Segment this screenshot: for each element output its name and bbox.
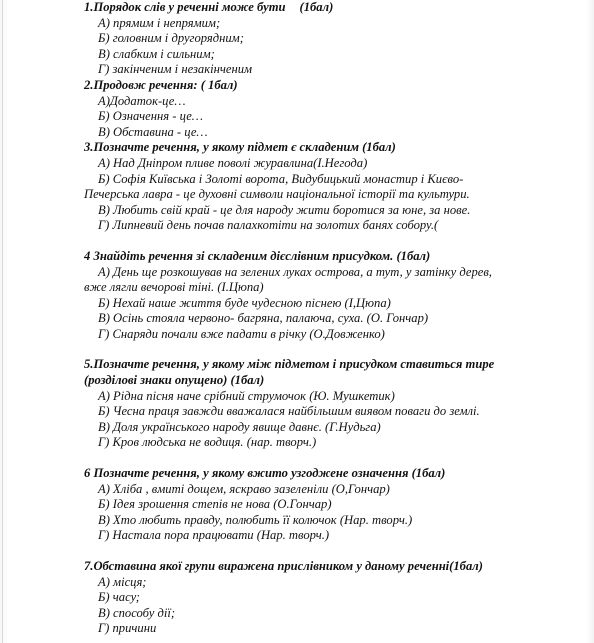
page-edge [2,0,3,643]
option-b: Б) Означення - це… [98,109,203,124]
spacer [84,544,584,559]
question-1 [84,0,584,78]
question-1-title [84,0,584,16]
question-4-title: 4 Знайдіть речення зі складеним дієслівним присудком. (1бал) [84,248,431,263]
spacer [84,451,584,466]
option-c: В) слабким і сильним; [98,46,215,61]
question-1-points: (1бал) [299,0,334,14]
option-b: Б) головним і другорядним; [98,31,244,46]
spacer [84,342,584,357]
option-b-continued: Печерська лавра - це духовні символи національної історії та культури. [84,187,470,202]
option-a: А) Над Дніпром пливе поволі журавлина(І.Негода) [98,155,368,170]
test-content [84,0,584,637]
question-6 [84,466,584,544]
option-a: А) місця; [98,574,147,589]
question-2-title: 2.Продовж речення: ( 1бал) [84,77,238,92]
option-d: Г) Липневий день почав палахкотіти на золотих банях собору.( [98,218,439,233]
spacer [84,234,584,249]
option-d: Г) Настала пора працювати (Нар. творч.) [98,528,330,543]
question-4 [84,249,584,343]
option-a-continued: вже лягли вечорові тіні. (І.Цюпа) [84,280,264,295]
option-c: В) Осінь стояла червоно- багряна, палаюча, суха. (О. Гончар) [98,311,429,326]
option-d: Г) Кров людська не водиця. (нар. творч.) [98,435,317,450]
question-3-title: 3.Позначте речення, у якому підмет є складеним (1бал) [84,140,396,155]
option-a: А) День ще розкошував на зелених луках острова, а тут, у затінку дерев, [98,264,492,279]
option-d: Г) причини [98,621,157,636]
option-b: Б) часу; [98,590,140,605]
question-6-title: 6 Позначте речення, у якому вжито узгоджене означення (1бал) [84,466,446,481]
question-7-title: 7.Обставина якої групи виражена прислівником у даному реченні(1бал) [84,559,483,573]
option-a: А) Рідна пісня наче срібний струмочок (Ю. Мушкетик) [98,388,395,403]
option-a: А)Додаток-це… [98,93,186,108]
option-c: В) способу дії; [98,605,176,620]
option-d: Г) закінченим і незакінченим [98,62,253,77]
option-b: Б) Нехай наше життя буде чудесною піснею (І,Цюпа) [98,295,391,310]
option-a: А) прямим і непрямим; [98,15,221,30]
option-c: В) Хто любить правду, полюбить її колючок (Нар. творч.) [98,512,413,527]
question-5-title-continued: (розділові знаки опущено) (1бал) [84,373,265,388]
option-a: А) Хліба , вмиті дощем, яскраво зазеленіли (О,Гончар) [98,481,390,496]
question-2 [84,78,584,140]
question-5 [84,357,584,451]
question-7 [84,559,584,637]
question-3 [84,140,584,234]
option-b: Б) Ідея зрошення степів не нова (О.Гончар) [98,497,332,512]
option-c: В) Любить свій край - це для народу жити боротися за юне, за нове. [98,202,471,217]
question-1-text: 1.Порядок слів у реченні може бути [84,0,286,14]
option-b: Б) Чесна праця завжди вважалася найбільшим виявом поваги до землі. [98,404,480,419]
option-c: В) Обставина - це… [98,124,208,139]
question-5-title: 5.Позначте речення, у якому між підметом і присудком ставиться тире [84,357,495,372]
option-b: Б) Софія Київська і Золоті ворота, Видубицький монастир і Києво- [98,171,464,186]
option-c: В) Доля українського народу явище давнє. (Г.Нудьга) [98,419,381,434]
option-d: Г) Снаряди почали вже падати в річку (О.Довженко) [98,326,385,341]
